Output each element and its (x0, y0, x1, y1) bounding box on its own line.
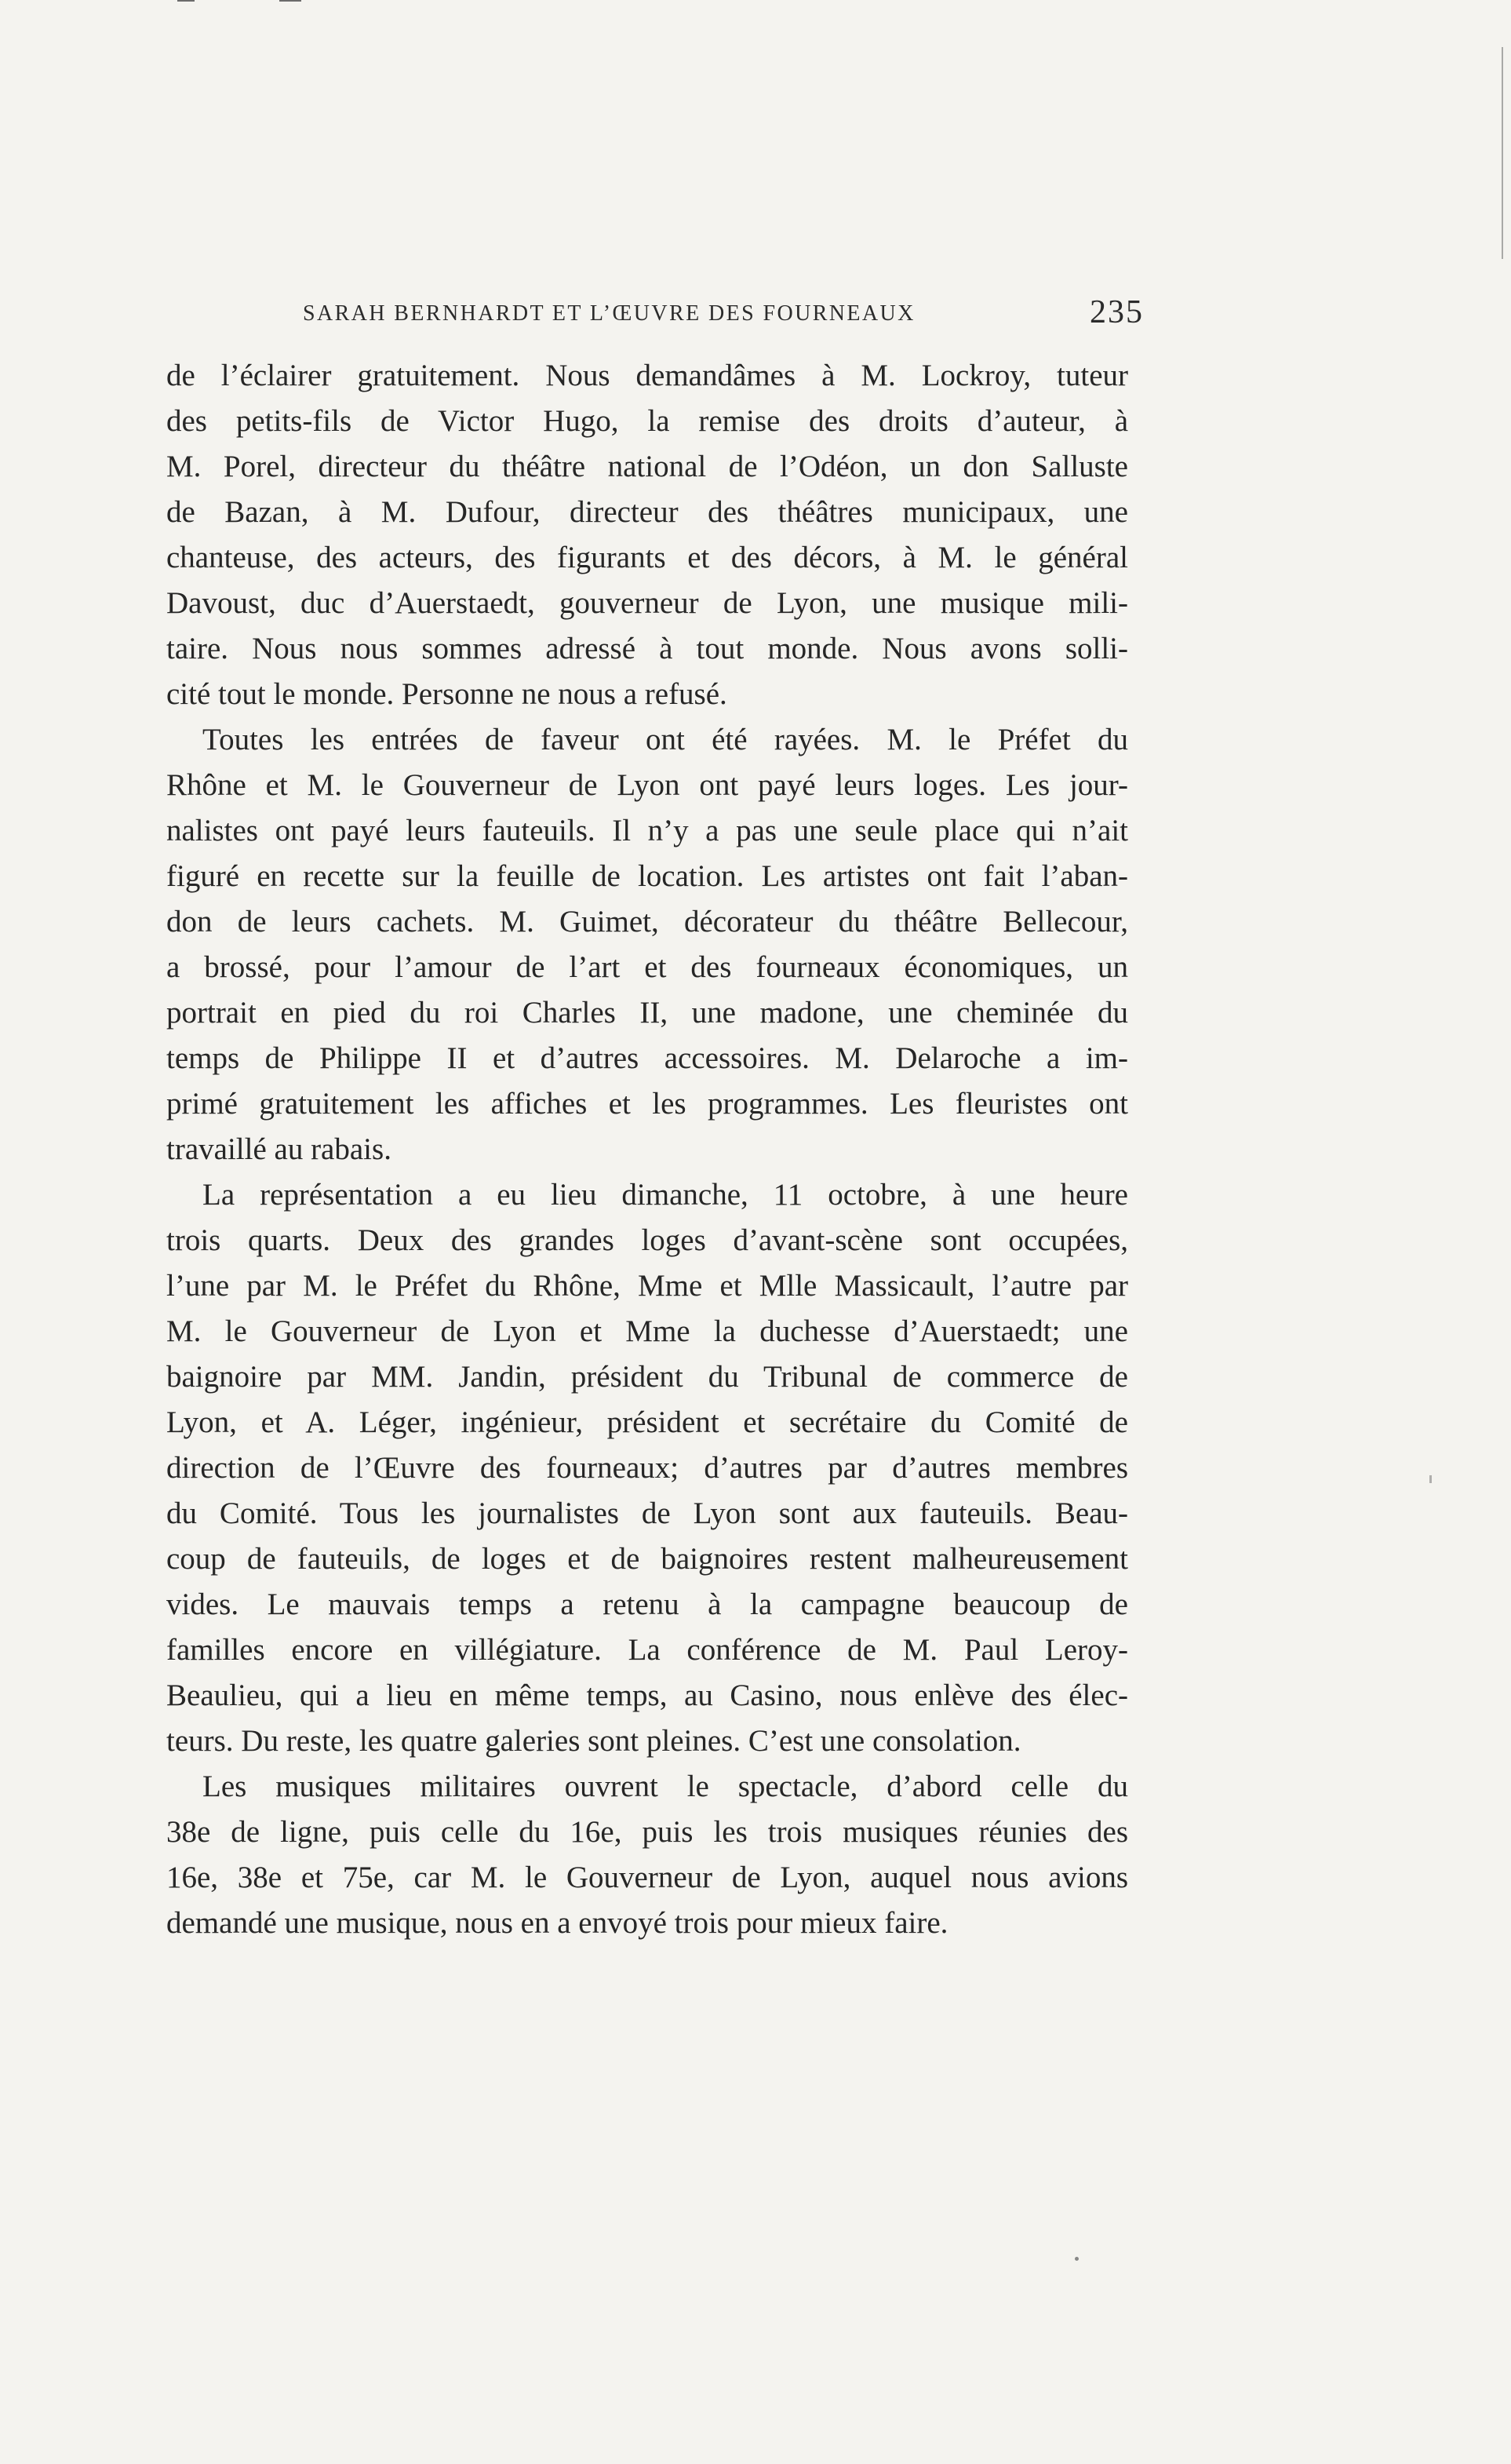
text-line: familles encore en villégiature. La conférence de M. Paul Leroy- (166, 1633, 1128, 1667)
text-line: La représentation a eu lieu dimanche, 11 octobre, à une heure (202, 1178, 1128, 1212)
text-line: nalistes ont payé leurs fauteuils. Il n’y a pas une seule place qui n’ait (166, 814, 1128, 847)
text-line: a brossé, pour l’amour de l’art et des fourneaux économiques, un (166, 950, 1128, 984)
text-line: 16e, 38e et 75e, car M. le Gouverneur de Lyon, auquel nous avions (166, 1861, 1128, 1894)
text-line: coup de fauteuils, de loges et de baignoires restent malheureusement (166, 1542, 1128, 1576)
text-line: Davoust, duc d’Auerstaedt, gouverneur de Lyon, une musique mili- (166, 586, 1128, 620)
text-line: M. le Gouverneur de Lyon et Mme la duchesse d’Auerstaedt; une (166, 1314, 1128, 1348)
text-line: temps de Philippe II et d’autres accessoires. M. Delaroche a im- (166, 1041, 1128, 1075)
page-number: 235 (1090, 294, 1144, 330)
text-line: l’une par M. le Préfet du Rhône, Mme et Mlle Massicault, l’autre par (166, 1269, 1128, 1303)
scan-mark-top-left (177, 0, 195, 2)
text-line: de Bazan, à M. Dufour, directeur des théâtres municipaux, une (166, 495, 1128, 529)
text-line: trois quarts. Deux des grandes loges d’avant-scène sont occupées, (166, 1223, 1128, 1257)
text-line: taire. Nous nous sommes adressé à tout monde. Nous avons solli- (166, 632, 1128, 665)
text-line: Rhône et M. le Gouverneur de Lyon ont payé leurs loges. Les jour- (166, 768, 1128, 802)
text-line: du Comité. Tous les journalistes de Lyon sont aux fauteuils. Beau- (166, 1496, 1128, 1530)
text-line: portrait en pied du roi Charles II, une madone, une cheminée du (166, 996, 1128, 1030)
text-line: travaillé au rabais. (166, 1132, 391, 1166)
text-line: Beaulieu, qui a lieu en même temps, au Casino, nous enlève des élec- (166, 1679, 1128, 1712)
text-line: chanteuse, des acteurs, des figurants et des décors, à M. le général (166, 541, 1128, 574)
text-line: baignoire par MM. Jandin, président du Tribunal de commerce de (166, 1360, 1128, 1394)
text-line: de l’éclairer gratuitement. Nous demandâmes à M. Lockroy, tuteur (166, 359, 1128, 392)
text-line: Lyon, et A. Léger, ingénieur, président et secrétaire du Comité de (166, 1405, 1128, 1439)
scan-speck-right (1429, 1475, 1432, 1483)
text-line: demandé une musique, nous en a envoyé trois pour mieux faire. (166, 1906, 948, 1940)
text-line: Toutes les entrées de faveur ont été rayées. M. le Préfet du (202, 723, 1128, 756)
scan-mark-top-center (279, 0, 301, 2)
text-line: figuré en recette sur la feuille de location. Les artistes ont fait l’aban- (166, 859, 1128, 893)
text-line: cité tout le monde. Personne ne nous a refusé. (166, 677, 727, 711)
text-line: primé gratuitement les affiches et les programmes. Les fleuristes ont (166, 1087, 1128, 1121)
text-line: Les musiques militaires ouvrent le spectacle, d’abord celle du (202, 1770, 1128, 1803)
running-title: SARAH BERNHARDT ET L’ŒUVRE DES FOURNEAUX (303, 301, 916, 326)
body-text (166, 353, 1128, 1946)
scan-mark-right-edge (1502, 47, 1503, 259)
scan-speck-bottom (1075, 2257, 1079, 2261)
text-line: des petits-fils de Victor Hugo, la remise des droits d’auteur, à (166, 404, 1128, 438)
running-head (303, 293, 1144, 341)
text-line: vides. Le mauvais temps a retenu à la campagne beaucoup de (166, 1587, 1128, 1621)
text-line: 38e de ligne, puis celle du 16e, puis les trois musiques réunies des (166, 1815, 1128, 1849)
text-line: teurs. Du reste, les quatre galeries sont pleines. C’est une consolation. (166, 1724, 1021, 1758)
text-line: M. Porel, directeur du théâtre national de l’Odéon, un don Salluste (166, 450, 1128, 483)
text-line: direction de l’Œuvre des fourneaux; d’autres par d’autres membres (166, 1451, 1128, 1485)
text-line: don de leurs cachets. M. Guimet, décorateur du théâtre Bellecour, (166, 905, 1128, 939)
